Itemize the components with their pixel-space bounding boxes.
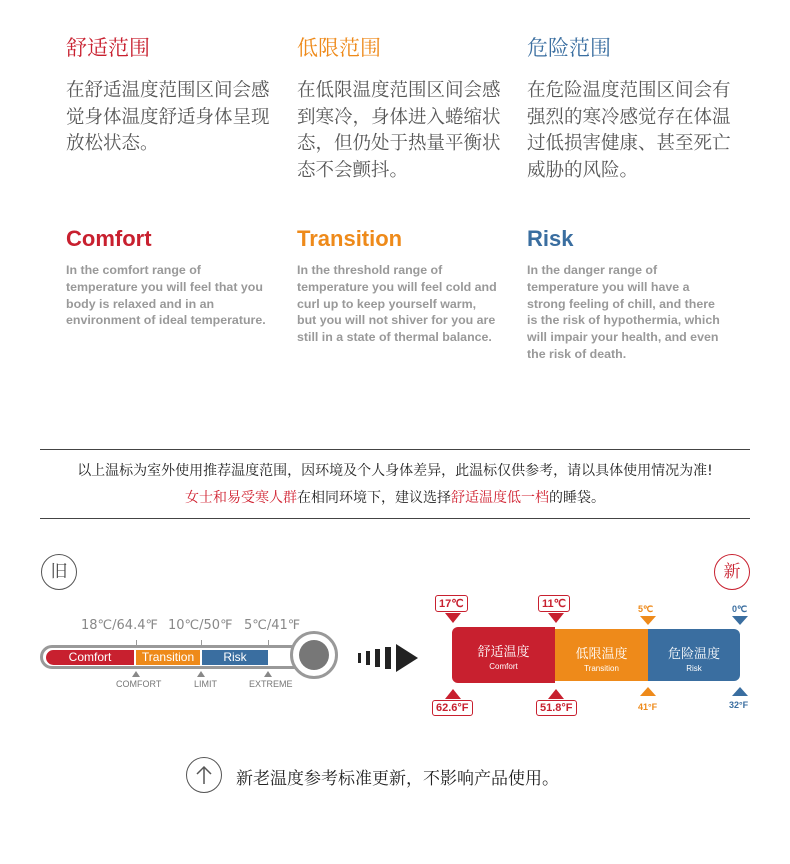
old-tick-label-limit: LIMIT: [194, 679, 218, 689]
old-seg-comfort: Comfort: [46, 650, 134, 665]
old-temp-extreme: 5℃/41℉: [244, 618, 301, 633]
notice-text-mid: 在相同环境下，建议选择: [297, 490, 451, 506]
arrow-up-icon: [186, 757, 222, 793]
new-bottom-label-62f: 62.6°F: [432, 700, 473, 716]
new-bottom-label-32f: 32°F: [729, 700, 749, 710]
down-pointer-17c-icon: [445, 613, 461, 623]
comfort-zh-body: 在舒适温度范围区间会感觉身体温度舒适身体呈现放松状态。: [66, 80, 270, 154]
down-pointer-0c-icon: [732, 616, 748, 625]
notice-box: [40, 449, 750, 519]
new-bar-comfort-zh: 舒适温度: [477, 645, 530, 660]
new-top-label-17c: 17℃: [435, 595, 468, 612]
comfort-column: [66, 30, 271, 390]
transition-zh-body: 在低限温度范围区间会感到寒冷，身体进入蜷缩状态，但仍处于热量平衡状态不会颤抖。: [297, 80, 501, 181]
notice-text-end: 的睡袋。: [549, 490, 605, 506]
new-top-label-11c: 11℃: [538, 595, 570, 612]
old-seg-transition: Transition: [136, 650, 200, 665]
new-bar-transition: [555, 629, 648, 681]
notice-line-2: [40, 487, 750, 507]
old-temp-comfort: 18℃/64.4℉: [81, 618, 158, 633]
up-pointer-32f-icon: [732, 687, 748, 696]
risk-zh-title: 危险范围: [527, 36, 611, 60]
new-bar-transition-zh: 低限温度: [575, 647, 628, 662]
new-bar-transition-en: Transition: [584, 664, 619, 673]
notice-highlight-women: 女士和易受寒人群: [185, 490, 297, 506]
new-bar-comfort: [452, 627, 555, 683]
new-badge: 新: [714, 554, 750, 590]
limit-pointer-icon: [197, 671, 205, 677]
new-top-label-0c: 0℃: [732, 604, 748, 614]
risk-en-title: Risk: [527, 226, 574, 251]
transition-column: [297, 30, 502, 390]
transition-en-body: In the threshold range of temperature you will feel cold and curl up to keep yourself warm, but you will not shiver for you are still in a state of thermal balance.: [297, 263, 497, 345]
new-bar-risk: [648, 629, 740, 681]
old-seg-risk: Risk: [202, 650, 268, 665]
extreme-pointer-icon: [264, 671, 272, 677]
down-pointer-5c-icon: [640, 616, 656, 625]
new-bar-risk-en: Risk: [686, 664, 702, 673]
comfort-pointer-icon: [132, 671, 140, 677]
notice-highlight-comfort: 舒适温度低一档: [451, 490, 549, 506]
risk-zh-body: 在危险温度范围区间会有强烈的寒冷感觉存在体温过低损害健康、甚至死亡威胁的风险。: [527, 80, 731, 181]
up-pointer-41f-icon: [640, 687, 656, 696]
down-pointer-11c-icon: [548, 613, 564, 623]
old-tick-label-comfort: COMFORT: [116, 679, 162, 689]
new-bottom-label-51f: 51.8°F: [536, 700, 577, 716]
new-bar-risk-zh: 危险温度: [667, 647, 720, 662]
comfort-zh-title: 舒适范围: [66, 36, 150, 60]
up-pointer-51f-icon: [548, 689, 564, 699]
old-tick-label-extreme: EXTREME: [249, 679, 293, 689]
transition-arrow-icon: [358, 642, 420, 674]
thermometer-bulb-core: [299, 640, 329, 670]
transition-en-title: Transition: [297, 226, 403, 251]
footer-text: 新老温度参考标准更新，不影响产品使用。: [236, 769, 559, 789]
notice-line-1: 以上温标为室外使用推荐温度范围，因环境及个人身体差异，此温标仅供参考，请以具体使用情况为准!: [77, 463, 713, 479]
risk-en-body: In the danger range of temperature you will have a strong feeling of chill, and there is the risk of hypothermia, which will impair your health, and even the risk of death.: [527, 263, 720, 361]
comfort-en-title: Comfort: [66, 226, 152, 251]
new-bar-comfort-en: Comfort: [489, 662, 518, 671]
comfort-en-body: In the comfort range of temperature you will feel that you body is relaxed and in an environment of ideal temperature.: [66, 263, 266, 328]
old-badge: 旧: [41, 554, 77, 590]
new-bottom-label-41f: 41°F: [638, 702, 658, 712]
up-pointer-62f-icon: [445, 689, 461, 699]
risk-column: [527, 30, 732, 390]
new-top-label-5c: 5℃: [638, 604, 654, 614]
transition-zh-title: 低限范围: [297, 36, 381, 60]
old-temp-limit: 10℃/50℉: [168, 618, 233, 633]
